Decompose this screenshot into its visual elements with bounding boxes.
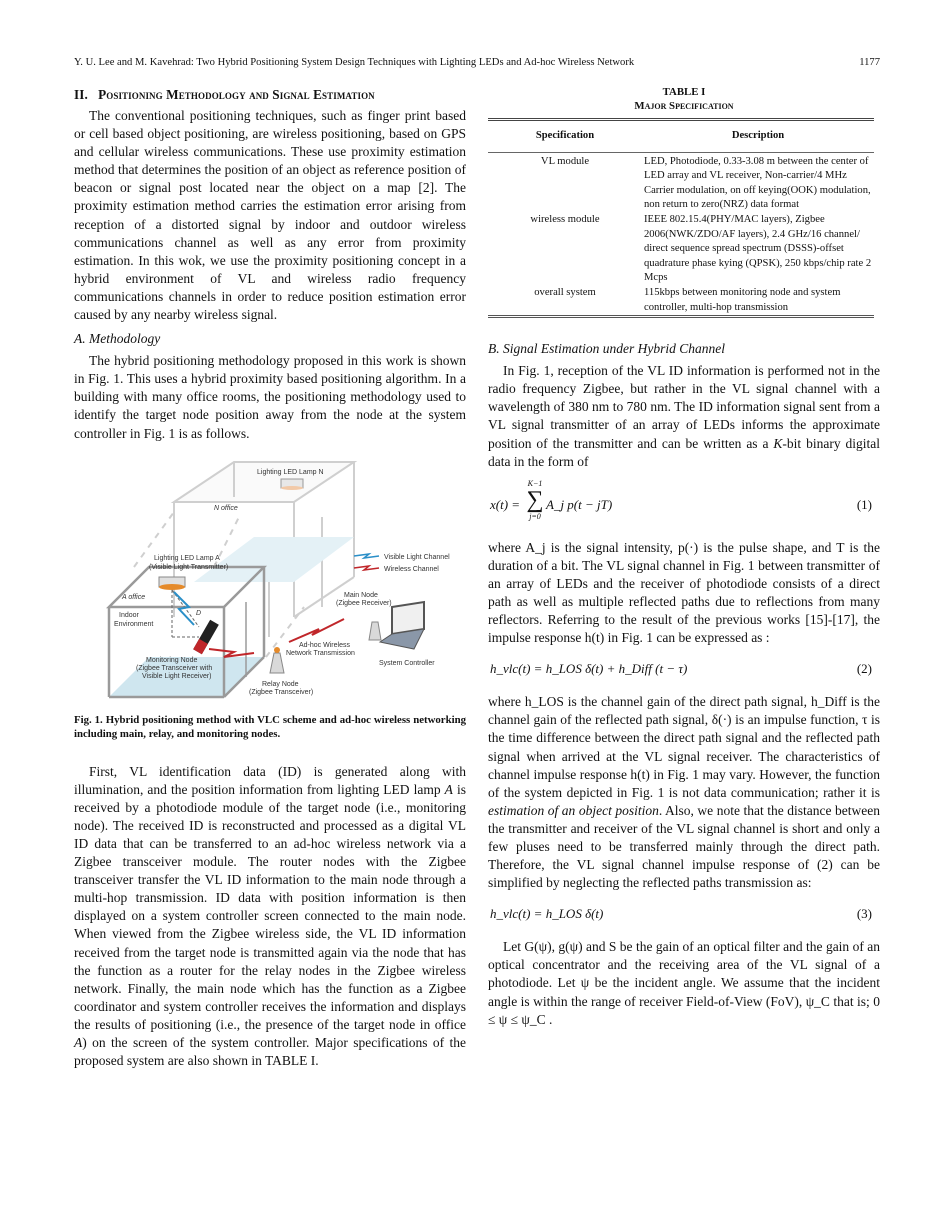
section-heading: [74, 86, 466, 104]
table-row: [488, 152, 874, 213]
relay-node-antenna: [274, 647, 280, 653]
table-cell-desc: 115kbps between monitoring node and system controller, multi-hop transmission: [642, 286, 874, 317]
subsection-a-heading: A. Methodology: [74, 331, 161, 347]
right-column: [488, 86, 880, 1029]
methodology-paragraph-2: [74, 763, 466, 1071]
lamp-a-glow: [159, 584, 185, 590]
legend-wireless-icon: [354, 566, 379, 570]
equation-2-number: (2): [856, 661, 872, 677]
page-number: 1177: [859, 57, 880, 68]
label-lamp-n: Lighting LED Lamp N: [257, 468, 324, 476]
section-intro-paragraph: The conventional positioning techniques, such as finger print based or cell based object positioning, are wireless positioning, based on GPS and cellular wireless communications. These use proximity estimation method that determines the position of an object as reference position of beacon or signal post located near the object on a map [2]. The proximity estimation method carries the estimation error arising from reception of a distorted signal by indoor and outdoor wireless communications channel as well as any error from proximity estimation. In this wok, we use the proximity positioning concept in a hybrid environment of VL and wireless radio frequency communications channels in order to reduce position estimation error caused by any nearby wireless signal.: [74, 108, 466, 323]
distance-guide: [172, 590, 202, 637]
system-controller-laptop: [380, 602, 424, 649]
methodology-paragraph-1: The hybrid positioning methodology proposed in this work is shown in Fig. 1. This uses a hybrid proximity based positioning algorithm. In a building with many office rooms, the positioning methodology used to identify the target node position away from the node at the system controller in Fig. 1 is as follows.: [74, 353, 466, 441]
var-a: A: [444, 781, 453, 797]
signal-paragraph-2: where A_j is the signal intensity, p(·) is the pulse shape, and T is the duration of a bit. The VL signal channel in Fig. 1 between transmitter of an array of LEDs and the receiver of photodiode consists of a direct path as well as multiple reflected paths due to reflections from many reflectors. Referring to the result of the previous works [15]-[17], the impulse response h(t) in Fig. 1 can be expressed as :: [488, 539, 880, 646]
label-lamp-a: Lighting LED Lamp A: [154, 554, 220, 562]
equation-1-number: (1): [856, 496, 872, 512]
signal-paragraph-3: [488, 693, 880, 892]
label-indoor: Indoor: [119, 611, 139, 619]
table-header-description: Description: [642, 120, 874, 153]
sum-upper-limit: K−1: [527, 478, 543, 488]
main-node-device: [369, 622, 381, 640]
var-a-2: A: [74, 1035, 83, 1050]
signal-para3-text-b: . Also, we note that the distance between the transmitter and receiver of the VL signal channel is short and only a few pluses need to be transferred mainly through the direct path. Therefore, the VL signal channel impulse response of (2) can be simplified by neglecting the reflected paths transmission as:: [488, 802, 880, 891]
figure-1-diagram: [74, 457, 466, 707]
equation-3-number: (3): [856, 906, 872, 922]
signal-paragraph-4: Let G(ψ), g(ψ) and S be the gain of an optical filter and the gain of an optical concentrator and the receiving area of the VL signal of a photodiode. Let ψ be the incident angle. We assume that the incident angle is within the range of receiver Field-of-View (FoV), ψ_C that is; 0 ≤ ψ ≤ ψ_C .: [488, 939, 880, 1027]
label-main-node-2: (Zigbee Receiver): [336, 599, 392, 607]
var-k: K: [773, 435, 783, 451]
label-a-office: A office: [122, 593, 146, 601]
equation-3: [488, 900, 880, 930]
para2-text-a: First, VL identification data (ID) is generated along with illumination, and the position information from lighting LED lamp: [74, 763, 466, 797]
table-row: [488, 286, 874, 317]
legend-visible-light-icon: [354, 554, 379, 558]
label-monitoring-node: Monitoring Node: [146, 656, 198, 664]
signal-paragraph-1: [488, 362, 880, 471]
relay-node-device: [270, 653, 284, 673]
label-d: D: [196, 609, 202, 617]
section-number: II.: [74, 87, 88, 102]
table-header-specification: Specification: [488, 120, 642, 153]
table-1-title: TABLE I: [662, 86, 706, 98]
visible-light-channel-beam: [174, 592, 194, 625]
table-cell-desc: LED, Photodiode, 0.33-3.08 m between the center of LED array and VL receiver, Non-carrier/4 MHz Carrier modulation, on off keying(OOK) modulation, non return to zero(NRZ) data format: [644, 155, 871, 211]
subsection-b-heading: B. Signal Estimation under Hybrid Channel: [488, 341, 725, 357]
figure-1-caption: Fig. 1. Hybrid positioning method with VLC scheme and ad-hoc wireless networking including main, relay, and monitoring nodes.: [74, 713, 466, 740]
table-1-subtitle: Major Specification: [634, 100, 734, 112]
emphasis-text: estimation of an object position: [488, 802, 659, 818]
section-title: Positioning Methodology and Signal Estimation: [98, 87, 375, 102]
equation-1-rhs: A_j p(t − jT): [546, 496, 613, 512]
label-monitoring-node-3: Visible Light Receiver): [142, 672, 212, 680]
equation-2: [488, 655, 880, 685]
label-n-office: N office: [214, 504, 238, 512]
summation-symbol: K−1 ∑ j=0: [526, 478, 544, 521]
label-lamp-a-sub: (Visible Light Transmitter): [149, 563, 229, 571]
label-system-controller: System Controller: [379, 659, 435, 667]
legend-wireless-label: Wireless Channel: [384, 565, 439, 573]
equation-1-lhs: x(t) =: [490, 496, 521, 512]
wireless-channel-link-2: [289, 619, 344, 642]
para2-text-b: is received by a photodiode module of the target node (i.e., monitoring node). The received ID is reconstructed and processed as a digital VL ID data that can be transferred to an ad-hoc wireless network via a Zigbee transceiver module. The router nodes with the Zigbee transceiver transfer the VL ID information to the main node through a multi-hop transmission. ID data with position information is then displayed on a system controller screen connected to the main node. When viewed from the Zigbee wireless side, the VL ID information received from the target node is transmitted again via the node that has the function as a router for the relay nodes in the Zigbee wireless network. Finally, the main node which has the function as a Zigbee coordinator and system controller receives the information and displays the results of positioning (i.e., the presence of the target node in office: [74, 781, 466, 1032]
table-row: [488, 213, 874, 286]
running-head-title: Y. U. Lee and M. Kavehrad: Two Hybrid Positioning System Design Techniques with Lighting LEDs and Ad-hoc Wireless Network: [74, 57, 635, 68]
label-main-node: Main Node: [344, 591, 378, 599]
label-adhoc-2: Network Transmission: [286, 649, 355, 657]
label-relay-node-2: (Zigbee Transceiver): [249, 688, 314, 696]
left-column: [74, 86, 466, 1070]
table-cell-desc: IEEE 802.15.4(PHY/MAC layers), Zigbee 2006(NWK/ZDO/AF layers), 2.4 GHz/16 channel/ direct sequence spread spectrum (DSSS)-offset quadrature phase kying (QPSK), 250 kbps/chip rate 2 Mcps: [644, 213, 872, 284]
para2-text-c: ) on the screen of the system controller. Major specifications of the proposed system are also shown in TABLE I.: [74, 1035, 466, 1069]
table-cell-spec: overall system: [488, 286, 642, 317]
label-environment: Environment: [114, 620, 154, 628]
equation-1: [488, 479, 880, 531]
table-cell-spec: wireless module: [530, 213, 600, 225]
sum-lower-limit: j=0: [529, 511, 541, 521]
table-1: [488, 118, 874, 318]
label-monitoring-node-2: (Zigbee Transceiver with: [136, 664, 213, 672]
label-relay-node: Relay Node: [262, 680, 299, 688]
signal-para1-text-a: In Fig. 1, reception of the VL ID information is performed not in the radio frequency Zigbee, but rather in the VL signal channel with a wavelength of 380 nm to 780 nm. The ID information signal sent from a VL signal transmitter of an array of LEDs informs the approximate position of the transmitter and can be written as a: [488, 363, 880, 451]
equation-2-body: h_vlc(t) = h_LOS δ(t) + h_Diff (t − τ): [490, 661, 688, 677]
lamp-n-glow: [281, 486, 303, 490]
equation-3-body: h_vlc(t) = h_LOS δ(t): [490, 906, 604, 922]
wireless-channel-link-1: [209, 649, 254, 657]
signal-para1-text-b: -bit binary digital data in the form of: [488, 435, 880, 469]
figure-1: [74, 457, 466, 707]
signal-para3-text-a: where h_LOS is the channel gain of the direct path signal, h_Diff is the channel gain of the reflected path signal, δ(·) is an impulse function, τ is the time difference between the direct path signal and the reflected path signal when arrived at the VL signal receiver. The characteristics of channel impulse response h(t) in Fig. 1 may vary. However, the function of the system depicted in Fig. 1 is not data communication; rather it is: [488, 694, 880, 800]
legend-visible-light-label: Visible Light Channel: [384, 553, 450, 561]
table-cell-spec: VL module: [540, 155, 590, 167]
label-adhoc: Ad-hoc Wireless: [299, 641, 350, 649]
